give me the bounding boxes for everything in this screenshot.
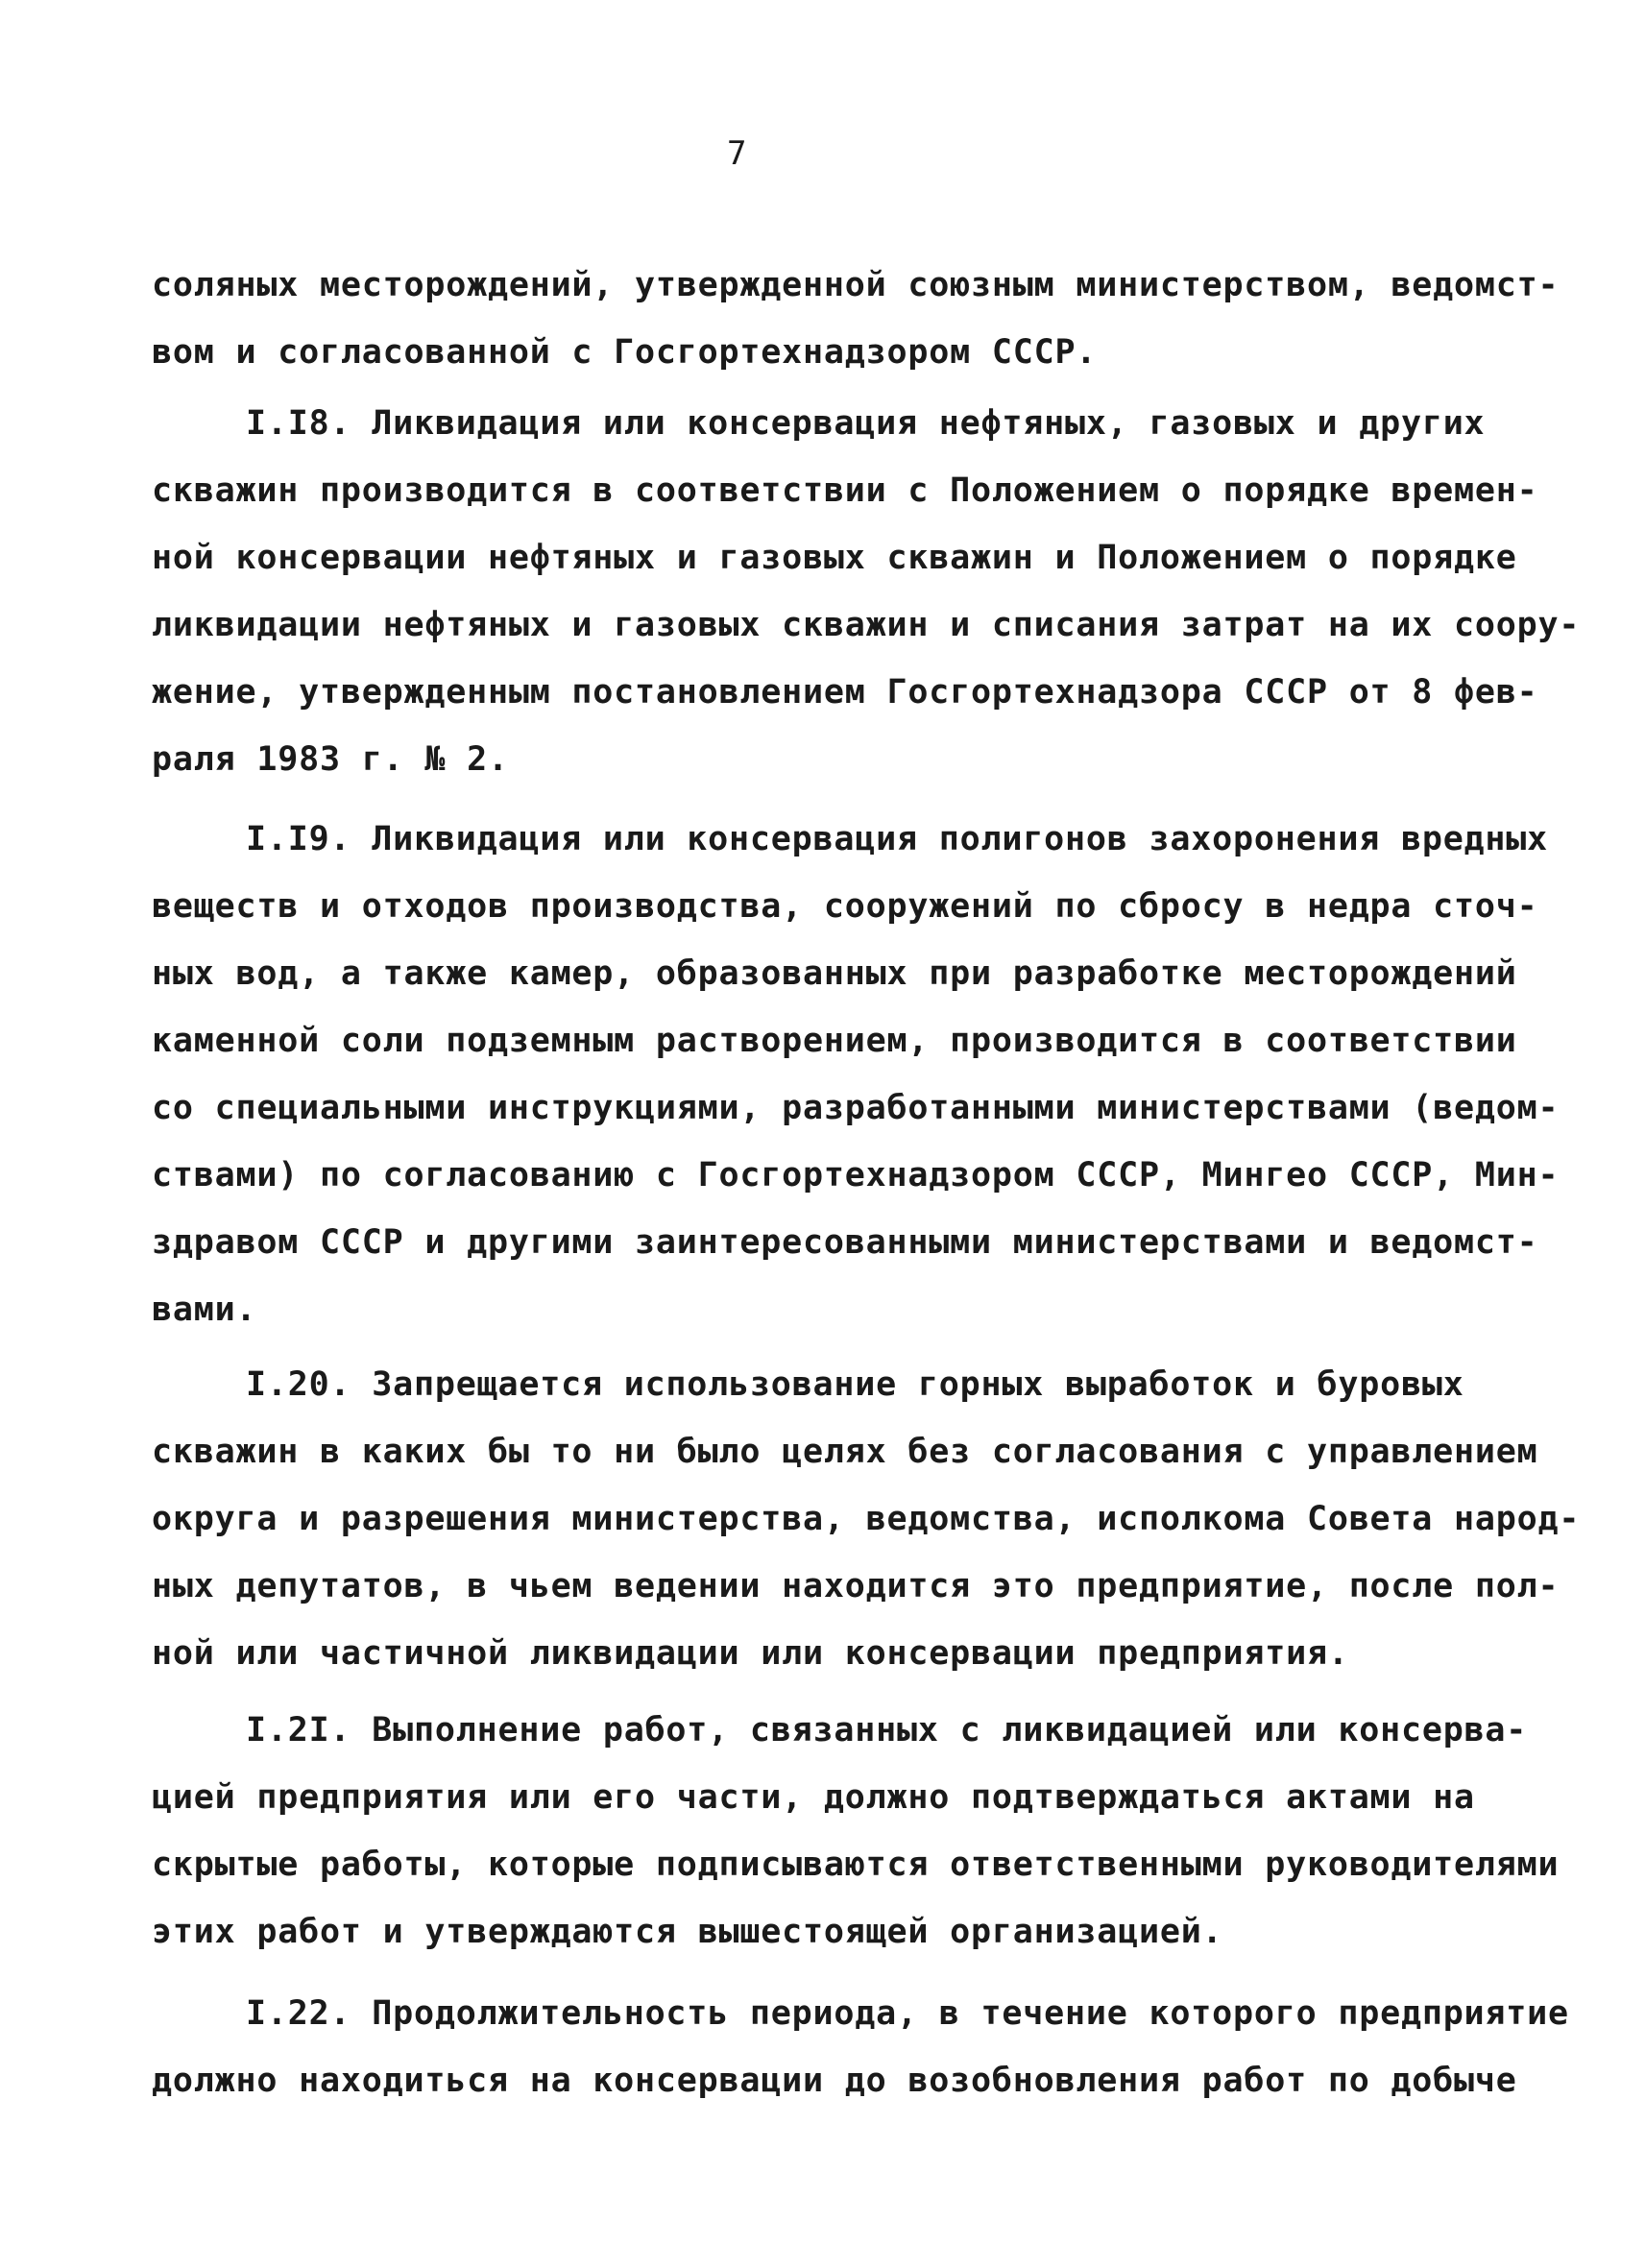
paragraph-1-18-start: I.I8. Ликвидация или консервация нефтяных, газовых и других [246, 404, 1486, 443]
text-line: округа и разрешения министерства, ведомства, исполкома Совета народ- [152, 1500, 1581, 1538]
paragraph-1-21-start: I.2I. Выполнение работ, связанных с ликвидацией или консерва- [246, 1711, 1528, 1749]
text-line: скрытые работы, которые подписываются ответственными руководителями [152, 1846, 1560, 1884]
text-line: ных вод, а также камер, образованных при разработке месторождений [152, 954, 1517, 993]
text-line: веществ и отходов производства, сооружений по сбросу в недра сточ- [152, 887, 1538, 926]
text-line: ных депутатов, в чьем ведении находится это предприятие, после пол- [152, 1567, 1560, 1605]
paragraph-1-20-start: I.20. Запрещается использование горных выработок и буровых [246, 1365, 1464, 1404]
text-line: этих работ и утверждаются вышестоящей организацией. [152, 1913, 1223, 1951]
page-number: 7 [727, 134, 747, 173]
paragraph-1-22-start: I.22. Продолжительность периода, в течение которого предприятие [246, 1994, 1569, 2033]
text-line: скважин в каких бы то ни было целях без согласования с управлением [152, 1433, 1538, 1471]
text-line: ствами) по согласованию с Госгортехнадзором СССР, Мингео СССР, Мин- [152, 1156, 1560, 1194]
text-line: ликвидации нефтяных и газовых скважин и списания затрат на их соору- [152, 606, 1581, 644]
text-line: соляных месторождений, утвержденной союзным министерством, ведомст- [152, 266, 1560, 304]
text-line: цией предприятия или его части, должно подтверждаться актами на [152, 1778, 1475, 1817]
text-line: должно находиться на консервации до возобновления работ по добыче [152, 2062, 1517, 2100]
text-line: раля 1983 г. № 2. [152, 740, 509, 779]
text-line: здравом СССР и другими заинтересованными министерствами и ведомст- [152, 1223, 1538, 1262]
text-line: со специальными инструкциями, разработанными министерствами (ведом- [152, 1089, 1560, 1127]
text-line: жение, утвержденным постановлением Госгортехнадзора СССР от 8 фев- [152, 673, 1538, 712]
text-line: вами. [152, 1291, 257, 1329]
text-line: ной или частичной ликвидации или консервации предприятия. [152, 1634, 1349, 1673]
text-line: вом и согласованной с Госгортехнадзором СССР. [152, 333, 1098, 372]
text-line: скважин производится в соответствии с Положением о порядке времен- [152, 471, 1538, 510]
text-line: каменной соли подземным растворением, производится в соответствии [152, 1022, 1517, 1060]
text-line: ной консервации нефтяных и газовых скважин и Положением о порядке [152, 539, 1517, 577]
paragraph-1-19-start: I.I9. Ликвидация или консервация полигонов захоронения вредных [246, 820, 1549, 858]
